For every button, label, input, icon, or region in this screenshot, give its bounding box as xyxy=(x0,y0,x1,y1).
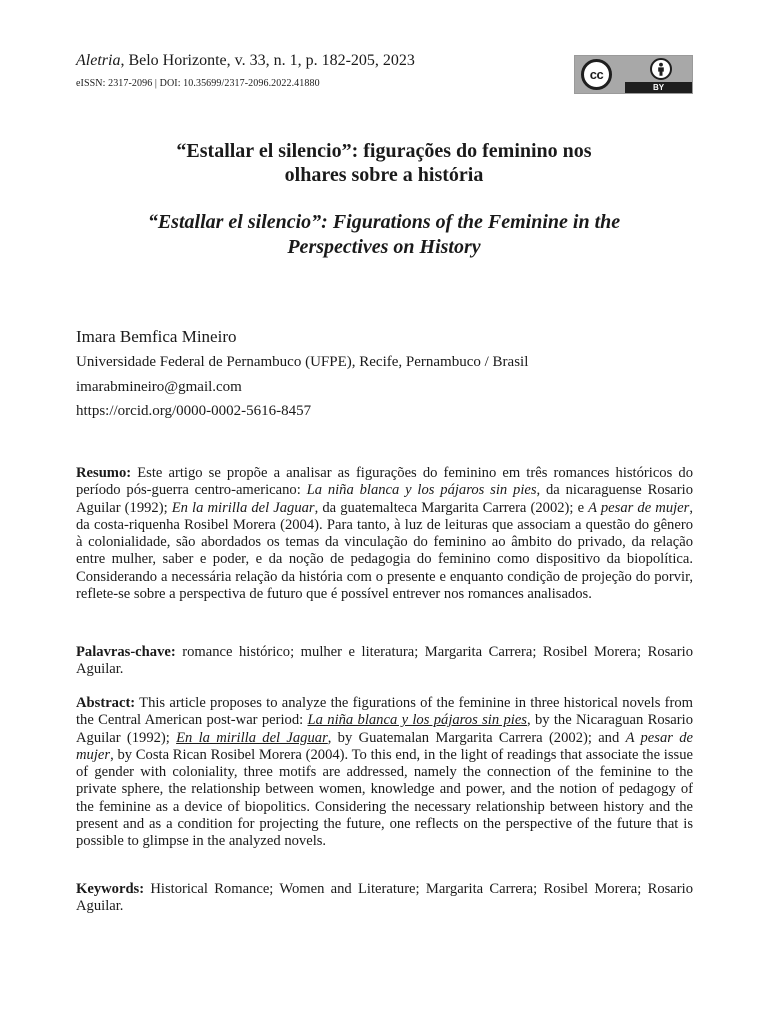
title-pt-line-1: “Estallar el silencio”: figurações do feminino nos xyxy=(176,140,592,162)
attribution-person-icon xyxy=(650,58,672,80)
title-portuguese xyxy=(80,139,688,187)
resumo-text-3: , da guatemalteca Margarita Carrera (2002); e xyxy=(314,499,589,516)
abstract-label: Abstract: xyxy=(76,695,136,711)
keywords-paragraph xyxy=(76,881,693,916)
palavras-chave-paragraph xyxy=(76,644,693,679)
keywords-text: Historical Romance; Women and Literature; Margarita Carrera; Rosibel Morera; Rosario Aguilar. xyxy=(76,881,693,915)
issn-doi-line: eISSN: 2317-2096 | DOI: 10.35699/2317-2096.2022.41880 xyxy=(76,78,320,89)
abstract-book-1 xyxy=(308,712,527,728)
resumo-text-1: Este artigo se propõe a analisar as figurações do feminino em três romances históricos do período pós-guerra centro-americano: xyxy=(76,465,693,499)
resumo-book-2: En la mirilla del Jaguar xyxy=(171,499,315,516)
palavras-chave-label: Palavras-chave: xyxy=(76,644,176,660)
abstract-text-1: This article proposes to analyze the figurations of the feminine in three historical novels from the Central American post-war period: xyxy=(76,695,693,729)
palavras-chave-text: romance histórico; mulher e literatura; Margarita Carrera; Rosibel Morera; Rosario Aguilar. xyxy=(76,644,693,678)
by-label: BY xyxy=(652,83,665,92)
resumo-book-3: A pesar de mujer xyxy=(588,499,690,516)
resumo-book-1: La niña blanca y los pájaros sin pies xyxy=(306,482,537,499)
author-orcid-link[interactable]: https://orcid.org/0000-0002-5616-8457 xyxy=(76,403,312,419)
abstract-book-1-title: La niña blanca y los pájaros sin pies xyxy=(307,712,527,729)
title-english xyxy=(80,210,688,260)
author-email-link[interactable]: imarabmineiro@gmail.com xyxy=(76,379,242,395)
abstract-text-2: , by the Nicaraguan Rosario Aguilar (1992); xyxy=(76,712,693,746)
title-en-line-1: “Estallar el silencio”: Figurations of the Feminine in the xyxy=(147,211,621,233)
abstract-paragraph xyxy=(76,695,693,851)
resumo-text-2: , da nicaraguense Rosario Aguilar (1992); xyxy=(76,482,693,516)
title-pt-line-2: olhares sobre a história xyxy=(284,164,484,186)
title-en-line-2: Perspectives on History xyxy=(287,236,481,258)
abstract-book-2-title: En la mirilla del Jaguar xyxy=(176,729,328,746)
resumo-label: Resumo: xyxy=(76,465,132,481)
journal-citation xyxy=(76,51,415,71)
journal-volume-info: , Belo Horizonte, v. 33, n. 1, p. 182-205, 2023 xyxy=(120,52,415,69)
abstract-book-2 xyxy=(176,730,328,746)
journal-name: Aletria xyxy=(76,52,121,69)
cc-by-license-badge[interactable] xyxy=(574,55,693,94)
resumo-paragraph xyxy=(76,465,693,603)
abstract-book-3: A pesar de mujer xyxy=(76,729,693,763)
author-name: Imara Bemfica Mineiro xyxy=(76,327,237,346)
abstract-text-3: , by Guatemalan Margarita Carrera (2002); and xyxy=(327,729,626,746)
abstract-text-4: , by Costa Rican Rosibel Morera (2004). To this end, in the light of readings that associate the issue of gender with coloniality, three motifs are addressed, namely the connection of the feminine to the private sphere, the relationship between women, knowledge and power, and the notion of pedagogy of the feminine as a device of biopolitics. Considering the necessary relationship between history and the present and as a condition for projecting the future, one reflects on the perspective of the future that is possible to glimpse in the analyzed novels. xyxy=(76,746,693,850)
creative-commons-icon: cc xyxy=(581,59,612,90)
author-affiliation: Universidade Federal de Pernambuco (UFPE), Recife, Pernambuco / Brasil xyxy=(76,354,529,370)
keywords-label: Keywords: xyxy=(76,881,145,897)
resumo-text-4: , da costa-riquenha Rosibel Morera (2004). Para tanto, à luz de leituras que associam a questão do gênero à colonialidade, são abordados os temas da vinculação do feminino ao âmbito do privado, da relação entre mulher, saber e poder, e da noção de pedagogia do feminino como dispositivo da biopolítica. Considerando a necessária relação da história com o presente e enquanto condição de projeção do porvir, reflete-se sobre a perspectiva de futuro que é possível entrever nos romances analisados. xyxy=(76,499,693,603)
